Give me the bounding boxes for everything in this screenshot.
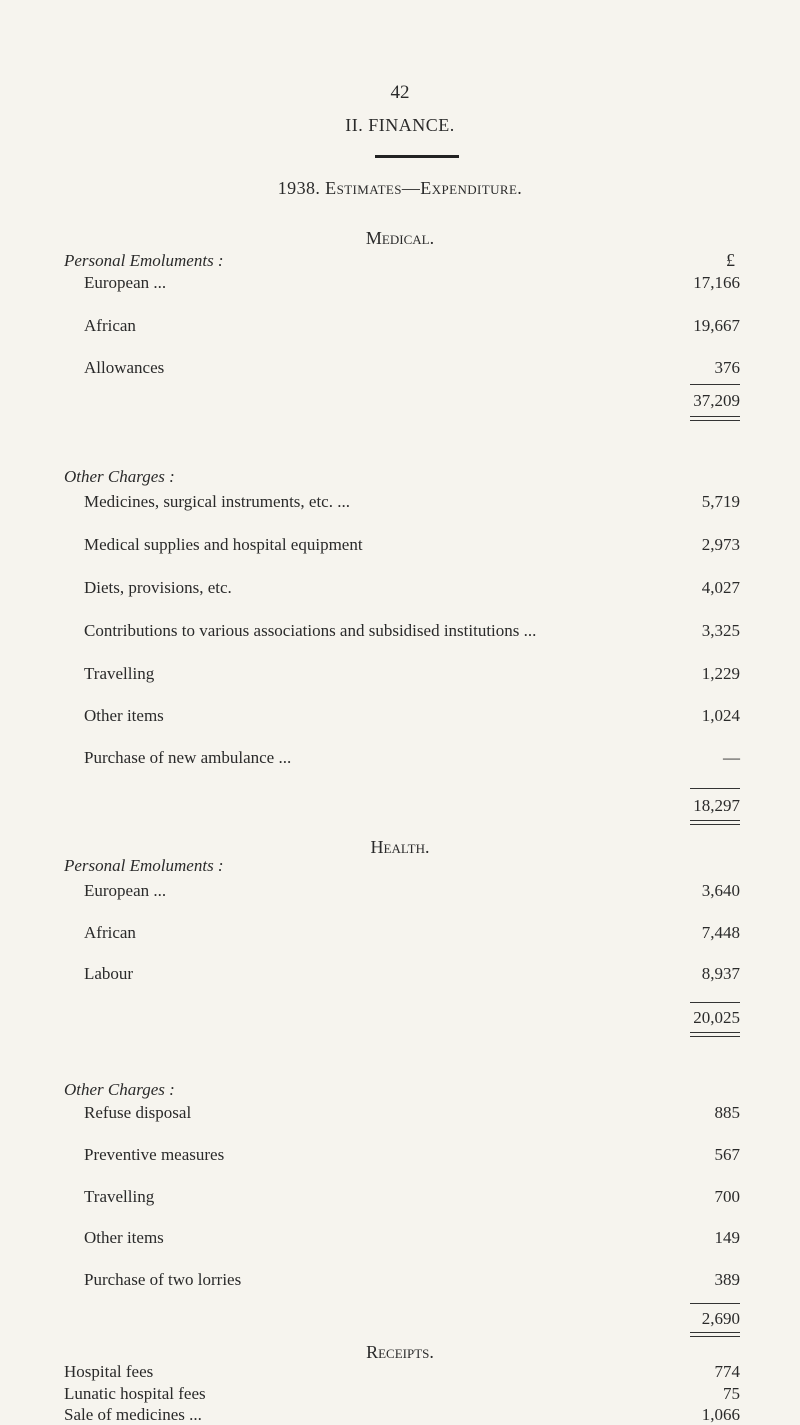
total-double-rule bbox=[690, 416, 740, 421]
health-other-total: 2,690 bbox=[701, 1309, 740, 1328]
health-heading: Health. bbox=[370, 837, 430, 857]
medical-other-row bbox=[84, 664, 740, 688]
row-label: Other items bbox=[84, 706, 164, 725]
total-double-rule bbox=[690, 1332, 740, 1337]
row-value: 700 bbox=[714, 1187, 740, 1206]
row-value: 389 bbox=[714, 1270, 740, 1289]
row-label: Diets, provisions, etc. bbox=[84, 578, 232, 597]
row-value: 376 bbox=[714, 358, 740, 377]
health-other-row bbox=[84, 1270, 740, 1294]
row-label: Purchase of new ambulance ... bbox=[84, 748, 292, 767]
medical-other-row bbox=[84, 578, 740, 602]
row-label: Lunatic hospital fees bbox=[64, 1384, 206, 1403]
health-personal-row bbox=[84, 923, 740, 947]
row-value: 5,719 bbox=[701, 492, 740, 511]
health-personal-row bbox=[84, 964, 740, 988]
medical-other-row bbox=[84, 748, 740, 772]
row-label: Allowances bbox=[84, 358, 165, 377]
currency-symbol: £ bbox=[726, 250, 735, 270]
section-title: II. FINANCE. bbox=[345, 115, 455, 135]
row-value: — bbox=[723, 748, 740, 767]
row-label: Travelling bbox=[84, 664, 155, 683]
health-personal-row bbox=[84, 881, 740, 905]
page-number: 42 bbox=[390, 82, 410, 103]
row-label: Contributions to various associations and subsidised institutions ... bbox=[84, 621, 537, 640]
row-value: 3,640 bbox=[701, 881, 740, 900]
subtotal-rule bbox=[690, 788, 740, 789]
health-other-row bbox=[84, 1187, 740, 1211]
row-label: Hospital fees bbox=[64, 1362, 154, 1381]
row-value: 3,325 bbox=[701, 621, 740, 640]
row-value: 7,448 bbox=[701, 923, 740, 942]
row-value: 1,066 bbox=[701, 1405, 740, 1424]
subtotal-rule bbox=[690, 1303, 740, 1304]
medical-other-row bbox=[84, 706, 740, 730]
row-value: 885 bbox=[714, 1103, 740, 1122]
row-value: 1,024 bbox=[701, 706, 740, 725]
row-value: 75 bbox=[723, 1384, 740, 1403]
health-personal-total: 20,025 bbox=[693, 1008, 740, 1027]
row-value: 8,937 bbox=[701, 964, 740, 983]
row-value: 149 bbox=[714, 1228, 740, 1247]
medical-other-row bbox=[84, 492, 740, 516]
row-value: 17,166 bbox=[693, 273, 740, 292]
total-double-rule bbox=[690, 1032, 740, 1037]
row-label: Medicines, surgical instruments, etc. ... bbox=[84, 492, 350, 511]
row-value: 774 bbox=[714, 1362, 740, 1381]
row-label: Purchase of two lorries bbox=[84, 1270, 242, 1289]
row-value: 19,667 bbox=[693, 316, 740, 335]
row-label: Labour bbox=[84, 964, 134, 983]
row-label: Sale of medicines ... bbox=[64, 1405, 202, 1424]
row-label: Travelling bbox=[84, 1187, 155, 1206]
subtotal-rule bbox=[690, 1002, 740, 1003]
row-label: Other items bbox=[84, 1228, 164, 1247]
medical-personal-row bbox=[84, 273, 740, 297]
health-other-row bbox=[84, 1103, 740, 1127]
medical-personal-label: Personal Emoluments : bbox=[64, 251, 224, 270]
health-other-row bbox=[84, 1145, 740, 1169]
medical-personal-row bbox=[84, 358, 740, 382]
title-rule bbox=[375, 155, 459, 158]
medical-heading: Medical. bbox=[365, 228, 435, 248]
row-label: African bbox=[84, 316, 136, 335]
row-value: 1,229 bbox=[701, 664, 740, 683]
row-value: 2,973 bbox=[701, 535, 740, 554]
medical-other-row bbox=[84, 621, 740, 645]
row-label: Refuse disposal bbox=[84, 1103, 192, 1122]
row-label: Preventive measures bbox=[84, 1145, 225, 1164]
subtotal-rule bbox=[690, 384, 740, 385]
medical-personal-total: 37,209 bbox=[693, 391, 740, 410]
receipts-heading: Receipts. bbox=[366, 1342, 434, 1362]
medical-other-row bbox=[84, 535, 740, 559]
total-double-rule bbox=[690, 820, 740, 825]
health-personal-label: Personal Emoluments : bbox=[64, 856, 224, 875]
medical-other-label: Other Charges : bbox=[64, 467, 175, 486]
receipts-row bbox=[64, 1405, 740, 1424]
row-label: African bbox=[84, 923, 136, 942]
receipts-row bbox=[64, 1362, 740, 1386]
medical-other-total: 18,297 bbox=[693, 796, 740, 815]
health-other-row bbox=[84, 1228, 740, 1252]
estimates-heading: 1938. Estimates—Expenditure. bbox=[277, 178, 523, 198]
medical-personal-row bbox=[84, 316, 740, 340]
row-value: 567 bbox=[714, 1145, 740, 1164]
row-label: Medical supplies and hospital equipment bbox=[84, 535, 363, 554]
row-label: European ... bbox=[84, 273, 167, 292]
row-value: 4,027 bbox=[701, 578, 740, 597]
row-label: European ... bbox=[84, 881, 167, 900]
health-other-label: Other Charges : bbox=[64, 1080, 175, 1099]
